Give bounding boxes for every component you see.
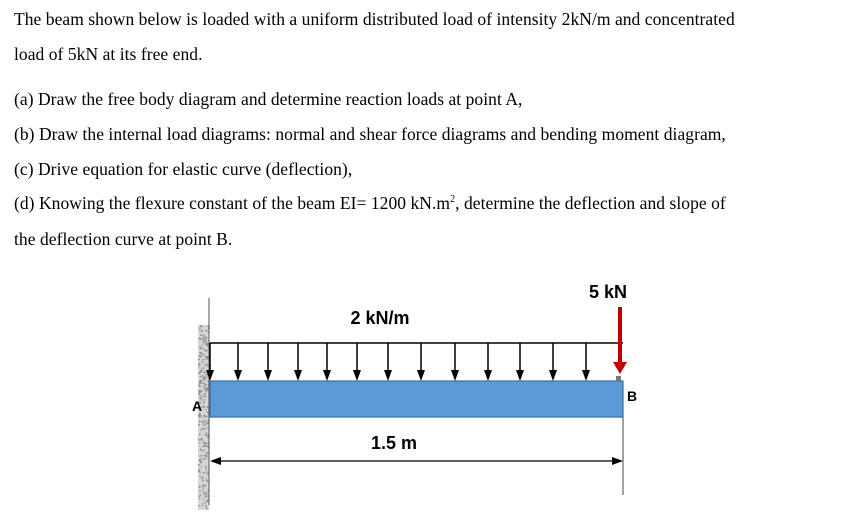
udl-arrows [206,343,590,381]
wall-support-hatch [198,325,210,510]
question-part-d-text-end: , determine the deflection and slope of [455,193,726,213]
point-load-arrow [613,307,627,374]
problem-statement-line-2: load of 5kN at its free end. [14,44,203,64]
udl-arrow [484,343,492,381]
udl-arrow [451,343,459,381]
length-label: 1.5 m [370,433,418,453]
problem-statement-line-1: The beam shown below is loaded with a uniform distributed load of intensity 2kN/m and concentrated [14,9,735,29]
udl-arrow [582,343,590,381]
udl-arrow [264,343,272,381]
point-load-head [613,362,627,374]
point-load-label: 5 kN [588,282,628,302]
question-part-d-text: (d) Knowing the flexure constant of the beam EI= 1200 kN.m [14,193,451,213]
udl-arrow [417,343,425,381]
udl-arrow [294,343,302,381]
squared-superscript: 2 [450,194,456,205]
question-part-c: (c) Drive equation for elastic curve (deflection), [14,159,353,179]
beam-body [210,381,623,417]
point-b-label: B [626,388,638,404]
question-part-a: (a) Draw the free body diagram and determine reaction loads at point A, [14,89,523,109]
question-part-d-line-2: the deflection curve at point B. [14,229,233,249]
dimension-arrow-right [612,457,623,465]
udl-arrow [234,343,242,381]
udl-arrow [384,343,392,381]
udl-arrow [549,343,557,381]
distributed-load-label: 2 kN/m [350,308,410,328]
question-part-b: (b) Draw the internal load diagrams: normal and shear force diagrams and bending moment diagram, [14,124,726,144]
point-a-label: A [191,398,203,414]
udl-arrow [353,343,361,381]
udl-arrow [323,343,331,381]
dimension-arrow-left [210,457,221,465]
udl-arrow [516,343,524,381]
point-b-marker [616,376,621,381]
